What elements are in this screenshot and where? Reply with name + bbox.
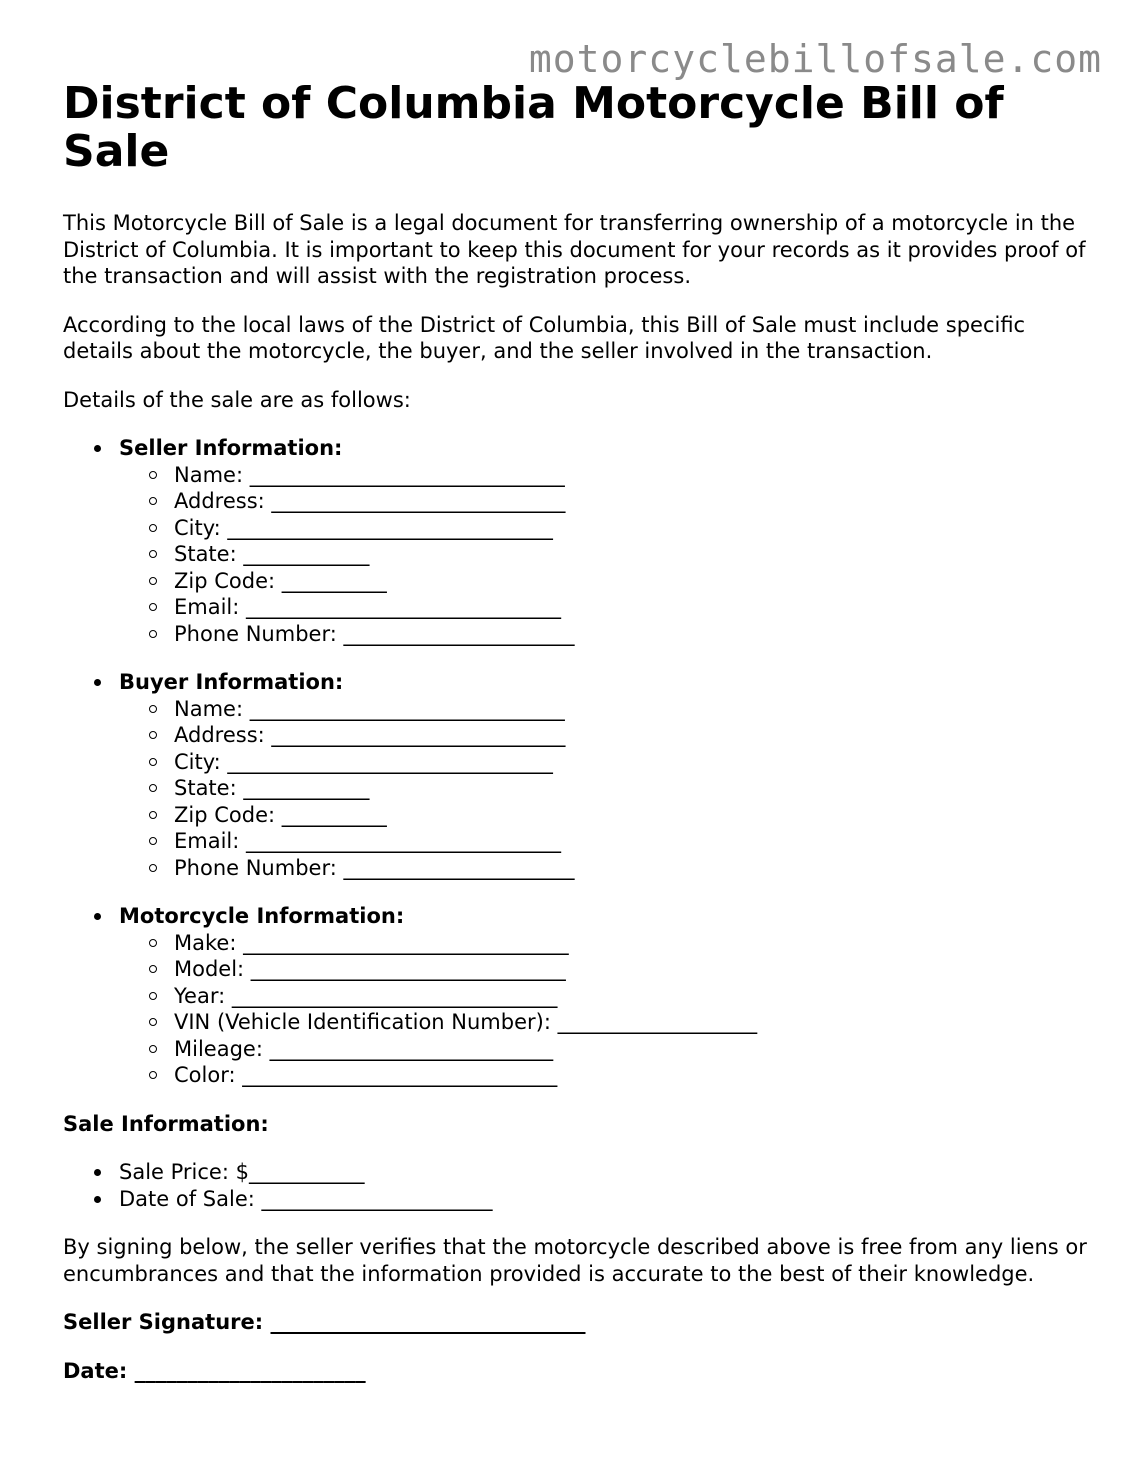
vin-field[interactable]: VIN (Vehicle Identification Number): ___________________ [174,1009,1093,1036]
bullet-disc [94,913,101,920]
sale-heading: Sale Information: [63,1111,269,1136]
make-field[interactable]: Make: _______________________________ [174,930,1093,957]
year-field[interactable]: Year: _______________________________ [174,983,1093,1010]
intro-paragraph-1: This Motorcycle Bill of Sale is a legal document for transferring ownership of a motorcycle in the District of Columbia. It is important to keep this document for your records as it provides proof of the transaction and will assist with the registration process. [63,211,1086,288]
bullet-disc [94,1169,101,1176]
seller-section [119,435,1093,647]
closing-statement: By signing below, the seller verifies that the motorcycle described above is free from any liens or encumbrances and that the information provided is accurate to the best of their knowledge. [63,1235,1087,1286]
buyer-email-field[interactable]: Email: ______________________________ [174,828,1093,855]
buyer-section [119,669,1093,881]
section-title: Buyer Information: [119,670,344,694]
seller-signature-field[interactable]: Seller Signature: ______________________________ [63,1310,586,1334]
seller-name-field[interactable]: Name: ______________________________ [174,462,1093,489]
buyer-state-field[interactable]: State: ____________ [174,775,1093,802]
seller-city-field[interactable]: City: _______________________________ [174,515,1093,542]
motorcycle-section [119,903,1093,1089]
details-label: Details of the sale are as follows: [63,387,411,412]
info-sections [63,435,1093,1089]
sale-fields [63,1159,1093,1212]
buyer-fields [119,696,1093,882]
seller-address-field[interactable]: Address: ____________________________ [174,488,1093,515]
buyer-phone-field[interactable]: Phone Number: ______________________ [174,855,1093,882]
section-title: Motorcycle Information: [119,904,405,928]
mileage-field[interactable]: Mileage: ___________________________ [174,1036,1093,1063]
buyer-city-field[interactable]: City: _______________________________ [174,749,1093,776]
section-title: Seller Information: [119,436,343,460]
seller-state-field[interactable]: State: ____________ [174,541,1093,568]
bullet-disc [94,445,101,452]
buyer-zip-field[interactable]: Zip Code: __________ [174,802,1093,829]
signature-date-field[interactable]: Date: ______________________ [63,1358,366,1383]
color-field[interactable]: Color: ______________________________ [174,1062,1093,1089]
site-watermark: motorcyclebillofsale.com [528,37,1102,81]
model-field[interactable]: Model: ______________________________ [174,956,1093,983]
seller-fields [119,462,1093,648]
buyer-name-field[interactable]: Name: ______________________________ [174,696,1093,723]
motorcycle-fields [119,930,1093,1089]
seller-zip-field[interactable]: Zip Code: __________ [174,568,1093,595]
intro-paragraph-2: According to the local laws of the District of Columbia, this Bill of Sale must include specific details about the motorcycle, the buyer, and the seller involved in the transaction. [63,312,1026,363]
sale-date-field[interactable]: Date of Sale: ______________________ [119,1186,1093,1213]
document-body [63,80,1093,1384]
sale-price-field[interactable]: Sale Price: $___________ [119,1159,1093,1186]
bullet-disc [94,1196,101,1203]
buyer-address-field[interactable]: Address: ____________________________ [174,722,1093,749]
document-title: District of Columbia Motorcycle Bill of Sale [63,78,1004,177]
seller-phone-field[interactable]: Phone Number: ______________________ [174,621,1093,648]
seller-email-field[interactable]: Email: ______________________________ [174,594,1093,621]
bullet-disc [94,679,101,686]
